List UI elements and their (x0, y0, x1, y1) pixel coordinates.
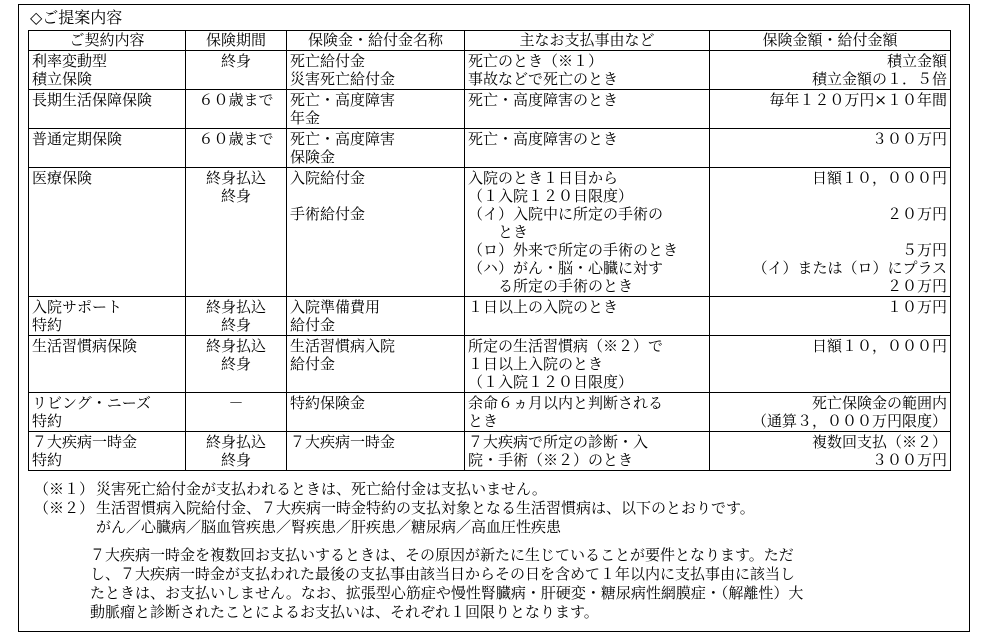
amount-cell: 複数回支払（※２） ３００万円 (710, 432, 951, 471)
header-payment-reason: 主なお支払事由など (465, 31, 710, 51)
paragraph-line: ７大疾病一時金を複数回お支払いするときは、その原因が新たに生じていることが要件となります。ただ (90, 546, 794, 564)
reason-cell: 入院のとき１日目から （１入院１２０日限度） （イ）入院中に所定の手術の とき （ロ）外来で所定の手術のとき （ハ）がん・脳・心臓に対す る所定の手術のとき (465, 168, 710, 297)
table-row (29, 90, 951, 129)
table-row (29, 393, 951, 432)
paragraph-line: 動脈瘤と診断されたことによるお支払いは、それぞれ１回限りとなります。 (90, 603, 599, 621)
table-row (29, 297, 951, 336)
reason-cell: １日以上の入院のとき (465, 297, 710, 336)
benefit-cell: 特約保険金 (287, 393, 465, 432)
table-header-row (29, 31, 951, 51)
amount-cell: １０万円 (710, 297, 951, 336)
footnote-mark: （※２） (34, 499, 95, 517)
reason-cell: ７大疾病で所定の診断・入 院・手術（※２）のとき (465, 432, 710, 471)
reason-cell: 死亡・高度障害のとき (465, 90, 710, 129)
footnote-mark: （※１） (34, 480, 95, 498)
header-contract: ご契約内容 (29, 31, 186, 51)
benefit-cell: 死亡・高度障害 保険金 (287, 129, 465, 168)
benefit-cell: 死亡給付金 災害死亡給付金 (287, 51, 465, 90)
period-cell: 終身払込 終身 (186, 336, 287, 393)
period-cell: ６０歳まで (186, 129, 287, 168)
period-cell: 終身払込 終身 (186, 168, 287, 297)
section-title: ◇ご提案内容 (30, 8, 123, 27)
table-row (29, 51, 951, 90)
benefit-cell: ７大疾病一時金 (287, 432, 465, 471)
benefit-cell: 生活習慣病入院 給付金 (287, 336, 465, 393)
explanation-paragraph (90, 546, 958, 622)
contract-cell: 生活習慣病保険 (29, 336, 186, 393)
amount-cell: 死亡保険金の範囲内 （通算３，０００万円限度） (710, 393, 951, 432)
contract-cell: ７大疾病一時金 特約 (29, 432, 186, 471)
period-cell: 終身払込 終身 (186, 432, 287, 471)
table-row (29, 336, 951, 393)
header-amount: 保険金額・給付金額 (710, 31, 951, 51)
paragraph-line: たときは、お支払いしません。なお、拡張型心筋症や慢性腎臓病・肝硬変・糖尿病性網膜症・（解離性）大 (90, 584, 804, 602)
period-cell: － (186, 393, 287, 432)
benefit-cell: 死亡・高度障害 年金 (287, 90, 465, 129)
header-period: 保険期間 (186, 31, 287, 51)
proposal-table (28, 30, 951, 471)
period-cell: 終身 (186, 51, 287, 90)
footnote-2 (34, 499, 954, 537)
contract-cell: 長期生活保障保険 (29, 90, 186, 129)
reason-cell: 死亡のとき（※１） 事故などで死亡のとき (465, 51, 710, 90)
reason-cell: 死亡・高度障害のとき (465, 129, 710, 168)
contract-cell: リビング・ニーズ 特約 (29, 393, 186, 432)
amount-cell: ３００万円 (710, 129, 951, 168)
contract-cell: 入院サポート 特約 (29, 297, 186, 336)
header-benefit-name: 保険金・給付金名称 (287, 31, 465, 51)
paragraph-line: し、７大疾病一時金が支払われた最後の支払事由該当日からその日を含めて１年以内に支払事由に該当し (90, 565, 796, 583)
footnote-1 (34, 480, 954, 499)
contract-cell: 医療保険 (29, 168, 186, 297)
benefit-cell: 入院給付金 手術給付金 (287, 168, 465, 297)
amount-cell: 毎年１２０万円×１０年間 (710, 90, 951, 129)
amount-cell: 日額１０，０００円 ２０万円 ５万円 （イ）または（ロ）にプラス ２０万円 (710, 168, 951, 297)
footnote-text: がん／心臓病／脳血管疾患／腎疾患／肝疾患／糖尿病／高血圧性疾患 (96, 518, 562, 536)
table-row (29, 168, 951, 297)
footnotes (34, 480, 954, 537)
footnote-text: 災害死亡給付金が支払われるときは、死亡給付金は支払いません。 (96, 480, 547, 498)
reason-cell: 余命６ヵ月以内と判断される とき (465, 393, 710, 432)
contract-cell: 利率変動型 積立保険 (29, 51, 186, 90)
period-cell: 終身払込 終身 (186, 297, 287, 336)
table-row (29, 432, 951, 471)
benefit-cell: 入院準備費用 給付金 (287, 297, 465, 336)
period-cell: ６０歳まで (186, 90, 287, 129)
contract-cell: 普通定期保険 (29, 129, 186, 168)
reason-cell: 所定の生活習慣病（※２）で １日以上入院のとき （１入院１２０日限度） (465, 336, 710, 393)
table-row (29, 129, 951, 168)
footnote-text: 生活習慣病入院給付金、７大疾病一時金特約の支払対象となる生活習慣病は、以下のとおりです。 (96, 499, 755, 517)
amount-cell: 日額１０，０００円 (710, 336, 951, 393)
amount-cell: 積立金額 積立金額の１．５倍 (710, 51, 951, 90)
